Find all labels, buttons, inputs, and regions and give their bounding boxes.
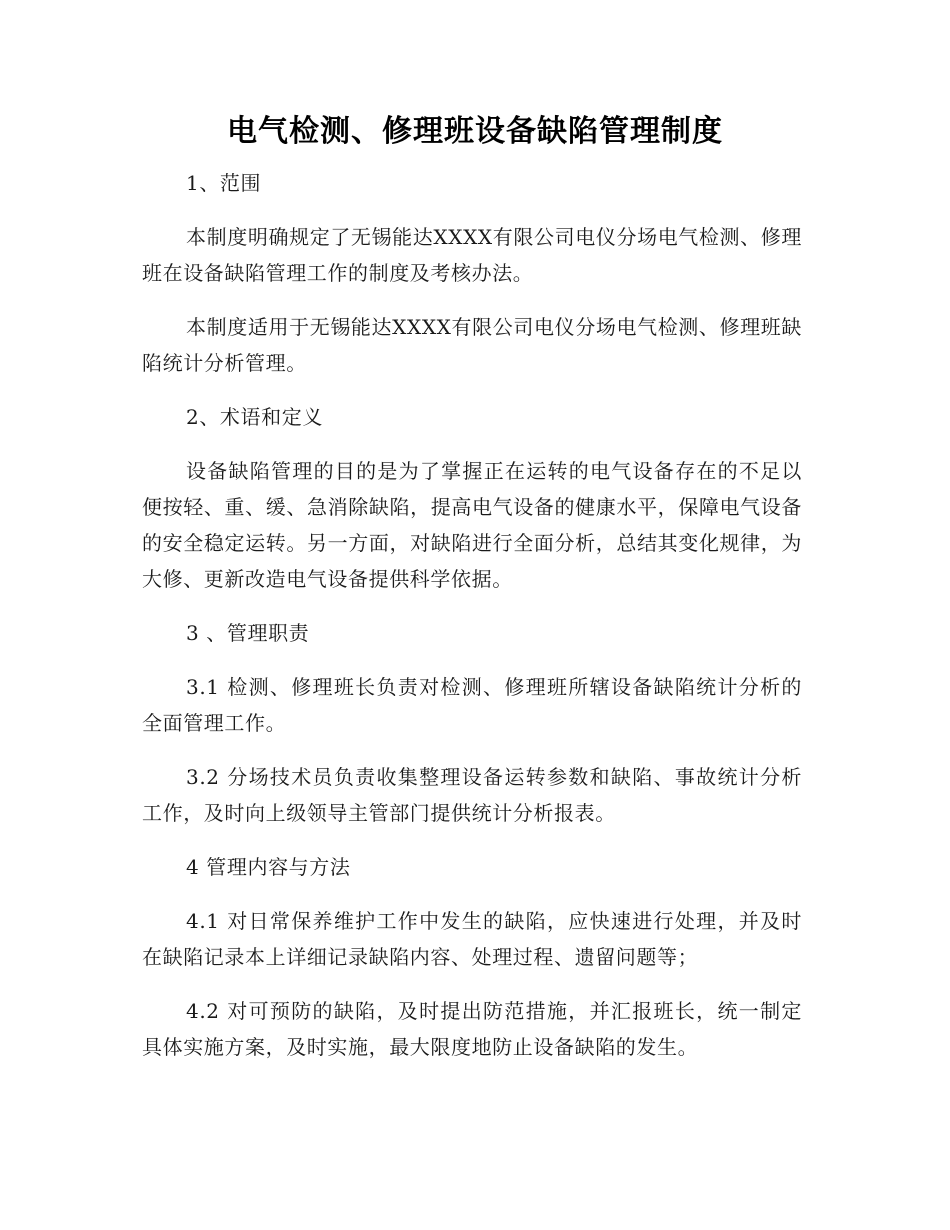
paragraph-responsibility-3-1: 3.1 检测、修理班长负责对检测、修理班所辖设备缺陷统计分析的全面管理工作。 [142, 675, 802, 735]
paragraph-scope-applicability: 本制度适用于无锡能达XXXX有限公司电仪分场电气检测、修理班缺陷统计分析管理。 [142, 315, 802, 375]
section-heading-methods: 4 管理内容与方法 [186, 855, 351, 879]
document-title: 电气检测、修理班设备缺陷管理制度 [227, 114, 723, 149]
paragraph-responsibility-3-2: 3.2 分场技术员负责收集整理设备运转参数和缺陷、事故统计分析工作，及时向上级领导主管部门提供统计分析报表。 [142, 765, 802, 825]
section-heading-scope: 1、范围 [186, 171, 262, 195]
section-heading-responsibilities: 3 、管理职责 [186, 621, 310, 645]
paragraph-terms-purpose: 设备缺陷管理的目的是为了掌握正在运转的电气设备存在的不足以便按轻、重、缓、急消除缺陷，提高电气设备的健康水平，保障电气设备的安全稳定运转。另一方面，对缺陷进行全面分析，总结其变化规律，为大修、更新改造电气设备提供科学依据。 [142, 459, 802, 591]
section-heading-terms: 2、术语和定义 [186, 405, 323, 429]
document-body [142, 165, 802, 1083]
paragraph-method-4-1: 4.1 对日常保养维护工作中发生的缺陷，应快速进行处理，并及时在缺陷记录本上详细记录缺陷内容、处理过程、遗留问题等； [142, 909, 802, 969]
paragraph-scope-definition: 本制度明确规定了无锡能达XXXX有限公司电仪分场电气检测、修理班在设备缺陷管理工作的制度及考核办法。 [142, 225, 802, 285]
paragraph-method-4-2: 4.2 对可预防的缺陷，及时提出防范措施，并汇报班长，统一制定具体实施方案，及时实施，最大限度地防止设备缺陷的发生。 [142, 999, 802, 1059]
